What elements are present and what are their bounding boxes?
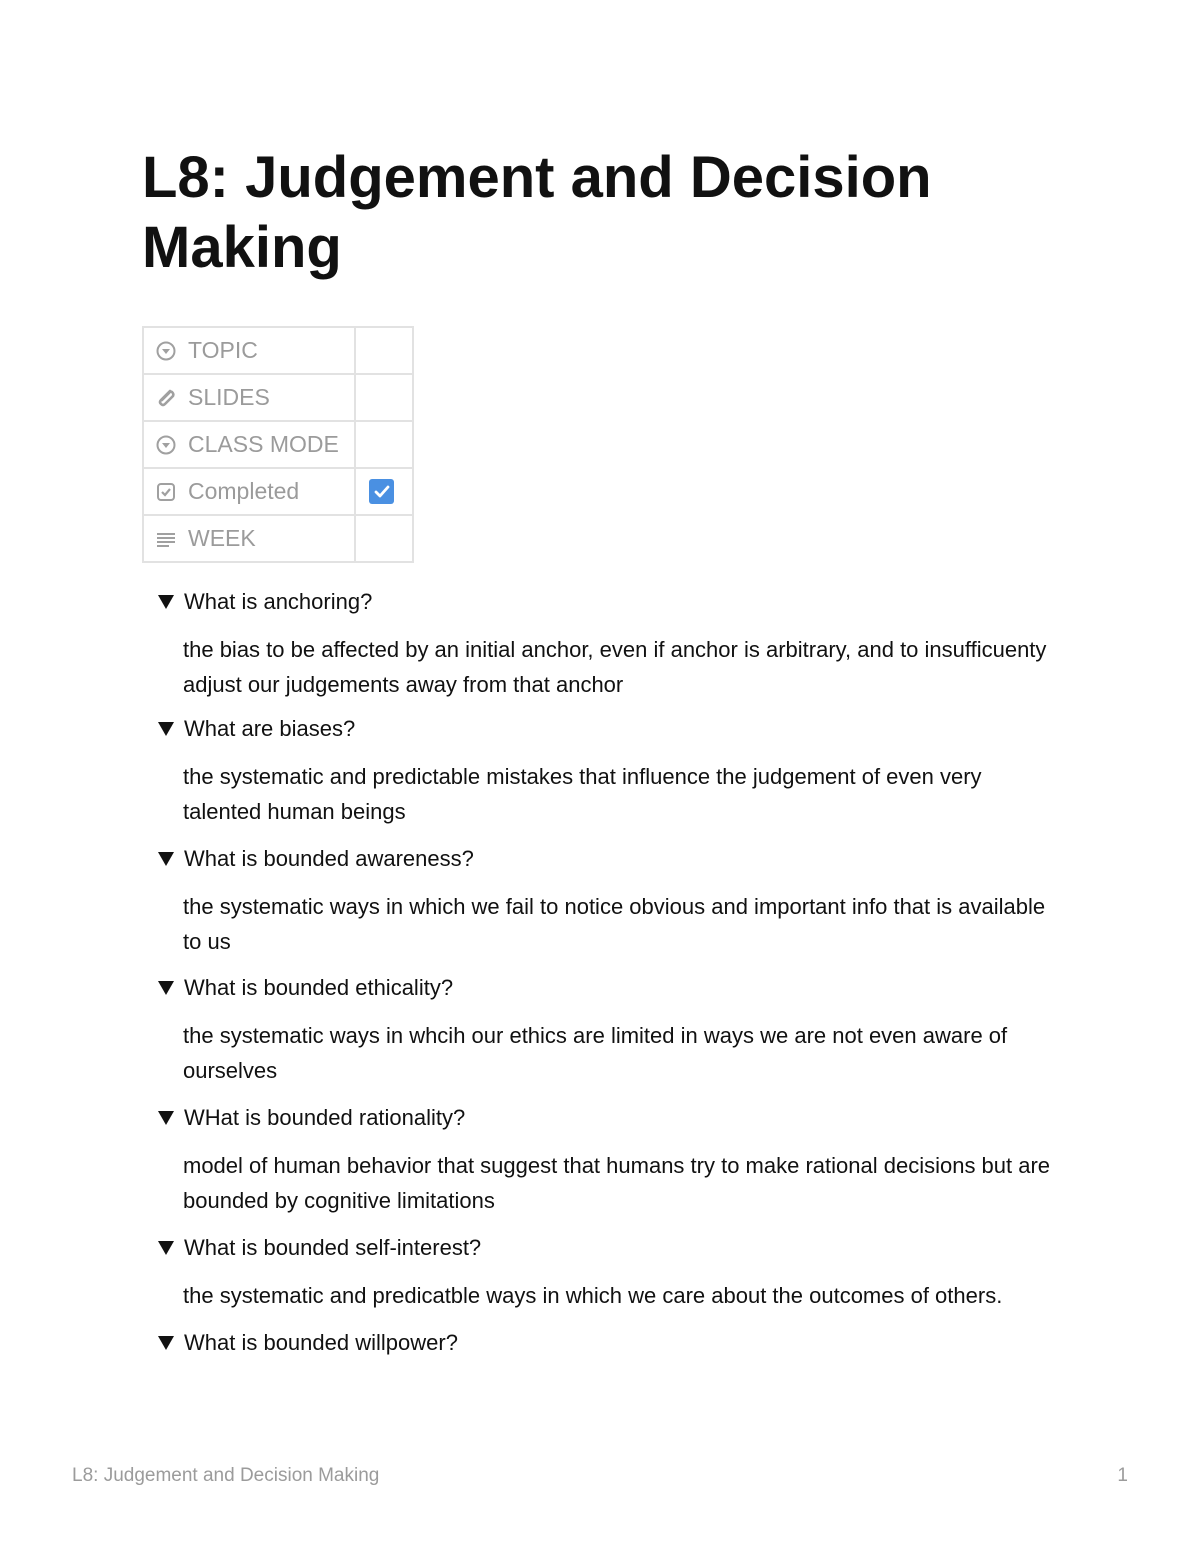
toggle-answer: the systematic ways in whcih our ethics are limited in ways we are not even aware of ourselves <box>183 1023 1008 1083</box>
property-row-topic <box>143 327 413 374</box>
triangle-down-icon[interactable] <box>157 851 175 867</box>
triangle-down-icon[interactable] <box>157 594 175 610</box>
toggle-header[interactable] <box>155 842 1055 876</box>
completed-checkbox[interactable] <box>369 479 394 504</box>
toggle-answer: the systematic and predictable mistakes that influence the judgement of even very talented human beings <box>183 764 982 824</box>
toggle-answer: the systematic ways in which we fail to notice obvious and important info that is available to us <box>183 894 1046 954</box>
triangle-down-icon[interactable] <box>157 1110 175 1126</box>
property-row-completed <box>143 468 413 515</box>
toggle-answer: model of human behavior that suggest that humans try to make rational decisions but are bounded by cognitive limitations <box>183 1153 1051 1213</box>
property-row-week <box>143 515 413 562</box>
properties-table <box>142 326 414 563</box>
attachment-icon <box>156 388 176 408</box>
property-value[interactable] <box>355 327 413 374</box>
property-value[interactable] <box>355 515 413 562</box>
toggle-header[interactable] <box>155 585 1055 619</box>
toggle-block <box>155 971 1055 1088</box>
toggle-question: What is bounded willpower? <box>184 1330 458 1355</box>
checkmark-icon <box>373 483 391 501</box>
footer-title: L8: Judgement and Decision Making <box>72 1465 380 1486</box>
toggle-question: What is bounded awareness? <box>184 846 474 871</box>
property-value[interactable] <box>355 421 413 468</box>
property-label: SLIDES <box>188 384 270 410</box>
toggle-block <box>155 842 1055 959</box>
toggle-block <box>155 1326 1055 1360</box>
toggle-question: What is bounded self-interest? <box>184 1235 482 1260</box>
property-value[interactable] <box>355 374 413 421</box>
page-title: L8: Judgement and Decision Making <box>142 145 932 280</box>
toggle-block <box>155 585 1055 702</box>
toggle-answer: the systematic and predicatble ways in which we care about the outcomes of others. <box>183 1283 1003 1308</box>
toggle-block <box>155 1231 1055 1313</box>
toggle-block <box>155 712 1055 829</box>
property-row-class-mode <box>143 421 413 468</box>
toggle-list <box>155 585 1055 1360</box>
select-icon <box>156 341 176 361</box>
triangle-down-icon[interactable] <box>157 980 175 996</box>
property-label: TOPIC <box>188 337 258 363</box>
toggle-block <box>155 1101 1055 1218</box>
property-label: Completed <box>188 478 300 504</box>
checkbox-icon <box>156 482 176 502</box>
toggle-question: What is bounded ethicality? <box>184 975 454 1000</box>
triangle-down-icon[interactable] <box>157 721 175 737</box>
page-number: 1 <box>1117 1465 1128 1486</box>
triangle-down-icon[interactable] <box>157 1335 175 1351</box>
toggle-answer: the bias to be affected by an initial anchor, even if anchor is arbitrary, and to insufficuenty adjust our judgements away from that anchor <box>183 637 1047 697</box>
select-icon <box>156 435 176 455</box>
property-row-slides <box>143 374 413 421</box>
triangle-down-icon[interactable] <box>157 1240 175 1256</box>
toggle-question: What are biases? <box>184 716 356 741</box>
property-label: WEEK <box>188 525 256 551</box>
toggle-header[interactable] <box>155 971 1055 1005</box>
toggle-question: What is anchoring? <box>184 589 373 614</box>
toggle-header[interactable] <box>155 1326 1055 1360</box>
toggle-header[interactable] <box>155 1231 1055 1265</box>
toggle-header[interactable] <box>155 1101 1055 1135</box>
toggle-header[interactable] <box>155 712 1055 746</box>
text-icon <box>156 529 176 549</box>
toggle-question: WHat is bounded rationality? <box>184 1105 466 1130</box>
property-label: CLASS MODE <box>188 431 339 457</box>
